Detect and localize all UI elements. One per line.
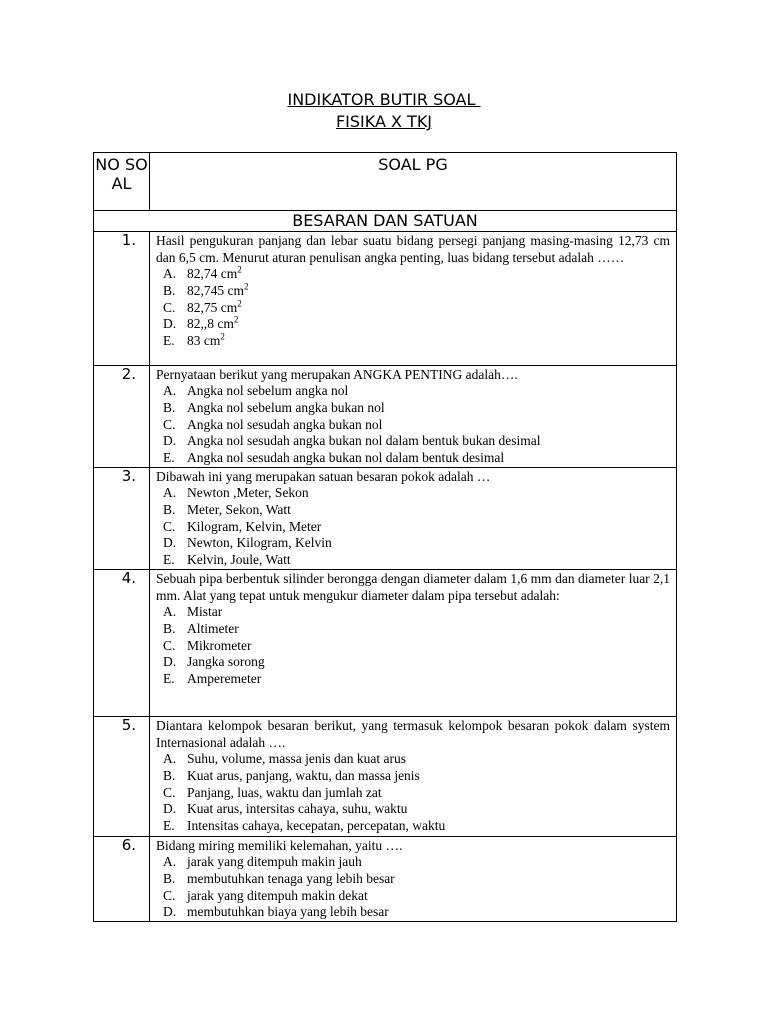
- answer-options: [156, 604, 670, 688]
- answer-option: [163, 485, 670, 502]
- option-text: 82,745 cm: [187, 282, 244, 298]
- answer-option: [163, 620, 670, 638]
- answer-options: [156, 266, 670, 350]
- question-cell: [150, 366, 677, 468]
- answer-option: [163, 671, 670, 688]
- question-number: 6.: [94, 836, 150, 921]
- option-letter: B.: [163, 620, 176, 636]
- question-row: [94, 468, 677, 570]
- document-title: INDIKATOR BUTIR SOAL: [287, 90, 481, 109]
- option-text: Jangka sorong: [187, 654, 265, 670]
- question-text: Hasil pengukuran panjang dan lebar suatu bidang persegi panjang masing-masing 12,73 cm dan 6,5 cm. Menurut aturan penulisan angka penting, luas bidang tersebut adalah ……: [156, 233, 670, 265]
- table-header-row: [94, 153, 677, 211]
- option-letter: D.: [163, 654, 177, 670]
- answer-option: [163, 603, 670, 621]
- option-text: Angka nol sesudah angka bukan nol dalam bentuk desimal: [187, 450, 505, 466]
- question-cell: [150, 468, 677, 570]
- option-text: Kelvin, Joule, Watt: [187, 552, 291, 568]
- option-text: Panjang, luas, waktu dan jumlah zat: [187, 784, 382, 800]
- option-letter: B.: [163, 399, 176, 415]
- option-letter: C.: [163, 416, 176, 432]
- question-number: 1.: [94, 232, 150, 366]
- option-superscript: 2: [237, 298, 242, 309]
- option-letter: E.: [163, 818, 175, 834]
- answer-option: [163, 904, 670, 921]
- option-text: Altimeter: [187, 620, 239, 636]
- option-text: Kuat arus, intersitas cahaya, suhu, waktu: [187, 801, 408, 817]
- answer-option: [163, 501, 670, 519]
- option-text: 83 cm: [187, 333, 221, 349]
- option-text: Angka nol sesudah angka bukan nol: [187, 416, 383, 432]
- option-letter: B.: [163, 870, 176, 886]
- section-row: [94, 211, 677, 232]
- option-text: Amperemeter: [187, 671, 262, 687]
- option-letter: A.: [163, 853, 177, 869]
- option-letter: D.: [163, 316, 177, 332]
- question-cell: [150, 232, 677, 366]
- option-letter: D.: [163, 433, 177, 449]
- answer-options: [156, 485, 670, 569]
- option-letter: A.: [163, 383, 177, 398]
- question-row: [94, 716, 677, 836]
- option-letter: A.: [163, 750, 177, 766]
- question-text: Bidang miring memiliki kelemahan, yaitu ….: [156, 837, 403, 853]
- question-row: [94, 232, 677, 366]
- option-text: Intensitas cahaya, kecepatan, percepatan, waktu: [187, 818, 446, 834]
- answer-option: [163, 853, 670, 871]
- option-letter: D.: [163, 535, 177, 551]
- document-subtitle: FISIKA X TKJ: [335, 112, 433, 131]
- option-text: jarak yang ditempuh makin jauh: [187, 853, 362, 869]
- question-cell: [150, 716, 677, 836]
- option-text: 82,74 cm: [187, 266, 238, 281]
- question-table: [93, 152, 677, 922]
- option-letter: D.: [163, 801, 177, 817]
- option-letter: C.: [163, 637, 176, 653]
- option-text: Angka nol sebelum angka nol: [187, 383, 349, 398]
- section-title: BESARAN DAN SATUAN: [94, 211, 677, 232]
- answer-option: [163, 801, 670, 818]
- answer-option: [163, 264, 670, 283]
- answer-option: [163, 416, 670, 434]
- answer-option: [163, 383, 670, 400]
- option-letter: C.: [163, 299, 176, 315]
- option-superscript: 2: [233, 314, 239, 325]
- question-number: 5.: [94, 716, 150, 836]
- option-superscript: 2: [237, 264, 242, 275]
- answer-option: [163, 637, 670, 655]
- answer-option: [163, 518, 670, 536]
- question-text: Sebuah pipa berbentuk silinder berongga dengan diameter dalam 1,6 mm dan diameter luar 2,1 mm. Alat yang tepat untuk mengukur diameter dalam pipa tersebut adalah:: [156, 570, 670, 603]
- column-header-no-soal: NO SOAL: [94, 153, 150, 211]
- question-row: [94, 836, 677, 921]
- option-text: Suhu, volume, massa jenis dan kuat arus: [187, 750, 406, 766]
- option-text: Kilogram, Kelvin, Meter: [187, 518, 322, 534]
- question-number: 4.: [94, 569, 150, 716]
- answer-option: [163, 767, 670, 785]
- answer-option: [163, 281, 670, 300]
- option-text: Meter, Sekon, Watt: [187, 501, 291, 517]
- option-letter: C.: [163, 784, 176, 800]
- answer-option: [163, 450, 670, 467]
- option-letter: B.: [163, 767, 176, 783]
- option-text: Mistar: [187, 603, 223, 619]
- answer-option: [163, 552, 670, 569]
- answer-option: [163, 870, 670, 888]
- question-number: 2.: [94, 366, 150, 468]
- option-text: 82,,8 cm: [187, 316, 234, 332]
- answer-options: [156, 383, 670, 467]
- question-row: [94, 366, 677, 468]
- option-superscript: 2: [220, 331, 225, 342]
- option-letter: E.: [163, 450, 175, 466]
- question-row: [94, 569, 677, 716]
- option-text: Kuat arus, panjang, waktu, dan massa jenis: [187, 767, 420, 783]
- option-letter: C.: [163, 518, 176, 534]
- option-text: Mikrometer: [187, 637, 252, 653]
- question-cell: [150, 569, 677, 716]
- question-number: 3.: [94, 468, 150, 570]
- option-letter: B.: [163, 282, 176, 298]
- answer-option: [163, 654, 670, 671]
- option-letter: C.: [163, 887, 176, 903]
- answer-options: [156, 854, 670, 921]
- question-text: Pernyataan berikut yang merupakan ANGKA PENTING adalah….: [156, 367, 518, 382]
- option-text: Newton, Kilogram, Kelvin: [187, 535, 332, 551]
- answer-option: [163, 887, 670, 905]
- option-text: membutuhkan biaya yang lebih besar: [187, 904, 389, 920]
- answer-option: [163, 784, 670, 802]
- option-letter: E.: [163, 552, 175, 568]
- option-text: jarak yang ditempuh makin dekat: [187, 887, 368, 903]
- question-text: Dibawah ini yang merupakan satuan besaran pokok adalah …: [156, 469, 491, 484]
- option-text: Newton ,Meter, Sekon: [187, 485, 309, 500]
- option-letter: E.: [163, 333, 175, 349]
- answer-option: [163, 298, 670, 317]
- answer-options: [156, 751, 670, 835]
- question-cell: [150, 836, 677, 921]
- column-header-soal-pg: SOAL PG: [150, 153, 677, 211]
- answer-option: [163, 535, 670, 552]
- option-text: membutuhkan tenaga yang lebih besar: [187, 870, 395, 886]
- option-letter: E.: [163, 671, 175, 687]
- answer-option: [163, 331, 670, 350]
- option-superscript: 2: [244, 281, 249, 292]
- option-letter: A.: [163, 485, 177, 500]
- option-letter: A.: [163, 266, 177, 281]
- answer-option: [163, 818, 670, 835]
- option-text: Angka nol sebelum angka bukan nol: [187, 399, 385, 415]
- answer-option: [163, 433, 670, 450]
- option-letter: A.: [163, 603, 177, 619]
- answer-option: [163, 750, 670, 768]
- option-text: Angka nol sesudah angka bukan nol dalam bentuk bukan desimal: [187, 433, 541, 449]
- question-text: Diantara kelompok besaran berikut, yang termasuk kelompok besaran pokok dalam system Internasional adalah ….: [156, 717, 670, 750]
- answer-option: [163, 314, 670, 333]
- option-letter: B.: [163, 501, 176, 517]
- answer-option: [163, 399, 670, 417]
- option-text: 82,75 cm: [187, 299, 238, 315]
- option-letter: D.: [163, 904, 177, 920]
